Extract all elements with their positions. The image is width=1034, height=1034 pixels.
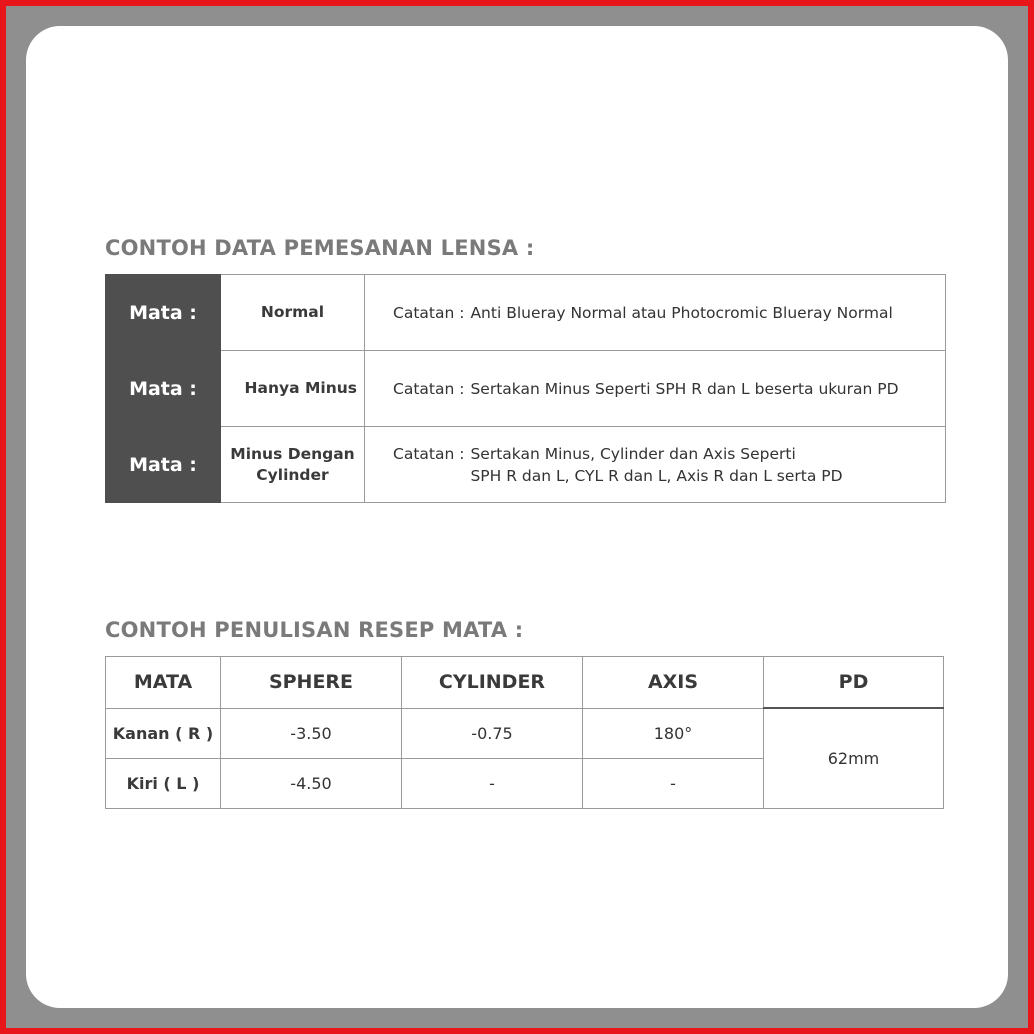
eye-left-label: Kiri ( L ) [106, 758, 221, 808]
note-label: Catatan : [393, 303, 465, 322]
lens-type-normal: Normal [221, 275, 365, 351]
order-example-table [105, 274, 946, 503]
mata-label: Mata : [106, 275, 221, 351]
rx-section-title: CONTOH PENULISAN RESEP MATA : [105, 618, 524, 642]
pd-value: 62mm [764, 708, 944, 808]
order-section-title: CONTOH DATA PEMESANAN LENSA : [105, 236, 535, 260]
type-line: Cylinder [256, 465, 329, 484]
mata-label: Mata : [106, 427, 221, 503]
note-text [470, 443, 842, 487]
order-row-minus-cylinder [106, 427, 946, 503]
cylinder-left: - [402, 758, 583, 808]
header-cylinder: CYLINDER [402, 657, 583, 709]
sphere-right: -3.50 [221, 708, 402, 758]
axis-left: - [583, 758, 764, 808]
header-axis: AXIS [583, 657, 764, 709]
note-line: Sertakan Minus, Cylinder dan Axis Seperti [470, 444, 796, 463]
note-label: Catatan : [393, 444, 465, 463]
lens-type-minus: Hanya Minus [221, 351, 365, 427]
cylinder-right: -0.75 [402, 708, 583, 758]
note-cell [365, 275, 946, 351]
note-text [470, 378, 898, 400]
order-row-minus [106, 351, 946, 427]
header-sphere: SPHERE [221, 657, 402, 709]
type-line: Minus Dengan [230, 444, 355, 463]
header-pd: PD [764, 657, 944, 709]
note-text [470, 302, 892, 324]
note-line: Sertakan Minus Seperti SPH R dan L beserta ukuran PD [470, 379, 899, 398]
order-row-normal [106, 275, 946, 351]
header-mata: MATA [106, 657, 221, 709]
mata-label: Mata : [106, 351, 221, 427]
note-line: SPH R dan L, CYL R dan L, Axis R dan L serta PD [470, 466, 843, 485]
note-cell [365, 351, 946, 427]
rx-row-right [106, 708, 944, 758]
prescription-table [105, 656, 944, 809]
sphere-left: -4.50 [221, 758, 402, 808]
note-line: Anti Blueray Normal atau Photocromic Blueray Normal [470, 303, 893, 322]
lens-type-minus-cylinder [221, 427, 365, 503]
axis-right: 180° [583, 708, 764, 758]
rx-header-row [106, 657, 944, 709]
eye-right-label: Kanan ( R ) [106, 708, 221, 758]
note-label: Catatan : [393, 379, 465, 398]
note-cell [365, 427, 946, 503]
content-card [26, 26, 1008, 1008]
